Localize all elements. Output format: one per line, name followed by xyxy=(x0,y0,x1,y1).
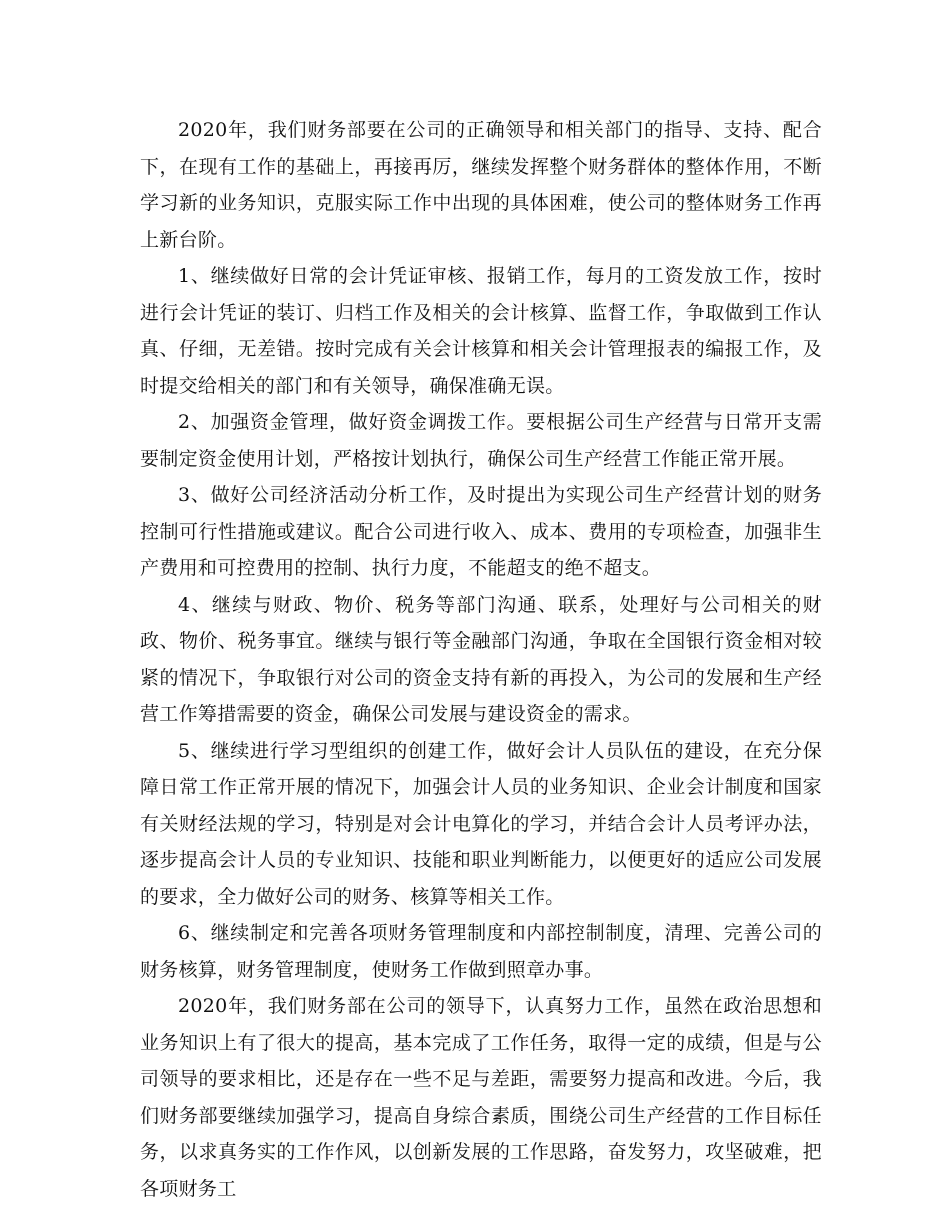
paragraph-item-4: 4、继续与财政、物价、税务等部门沟通、联系，处理好与公司相关的财政、物价、税务事宜。继续与银行等金融部门沟通，争取在全国银行资金相对较紧的情况下，争取银行对公司的资金支持有新的再投入，为公司的发展和生产经营工作筹措需要的资金，确保公司发展与建设资金的需求。 xyxy=(140,593,822,725)
paragraph-conclusion: 2020年，我们财务部在公司的领导下，认真努力工作，虽然在政治思想和业务知识上有了很大的提高，基本完成了工作任务，取得一定的成绩，但是与公司领导的要求相比，还是存在一些不足与差距，需要努力提高和改进。今后，我们财务部要继续加强学习，提高自身综合素质，围绕公司生产经营的工作目标任务，以求真务实的工作作风，以创新发展的工作思路，奋发努力，攻坚破难，把各项财务工 xyxy=(140,995,822,1200)
paragraph-item-6: 6、继续制定和完善各项财务管理制度和内部控制制度，清理、完善公司的财务核算，财务管理制度，使财务工作做到照章办事。 xyxy=(140,922,822,981)
paragraph-intro: 2020年，我们财务部要在公司的正确领导和相关部门的指导、支持、配合下，在现有工作的基础上，再接再厉，继续发挥整个财务群体的整体作用，不断学习新的业务知识，克服实际工作中出现的具体困难，使公司的整体财务工作再上新台阶。 xyxy=(140,119,822,251)
document-body xyxy=(140,112,822,1207)
paragraph-item-1: 1、继续做好日常的会计凭证审核、报销工作，每月的工资发放工作，按时进行会计凭证的装订、归档工作及相关的会计核算、监督工作，争取做到工作认真、仔细，无差错。按时完成有关会计核算和相关会计管理报表的编报工作，及时提交给相关的部门和有关领导，确保准确无误。 xyxy=(140,265,822,397)
paragraph-item-2: 2、加强资金管理，做好资金调拨工作。要根据公司生产经营与日常开支需要制定资金使用计划，严格按计划执行，确保公司生产经营工作能正常开展。 xyxy=(140,411,822,470)
paragraph-item-3: 3、做好公司经济活动分析工作，及时提出为实现公司生产经营计划的财务控制可行性措施或建议。配合公司进行收入、成本、费用的专项检查，加强非生产费用和可控费用的控制、执行力度，不能超支的绝不超支。 xyxy=(140,484,822,579)
paragraph-item-5: 5、继续进行学习型组织的创建工作，做好会计人员队伍的建设，在充分保障日常工作正常开展的情况下，加强会计人员的业务知识、企业会计制度和国家有关财经法规的学习，特别是对会计电算化的学习，并结合会计人员考评办法，逐步提高会计人员的专业知识、技能和职业判断能力，以便更好的适应公司发展的要求，全力做好公司的财务、核算等相关工作。 xyxy=(140,739,822,908)
